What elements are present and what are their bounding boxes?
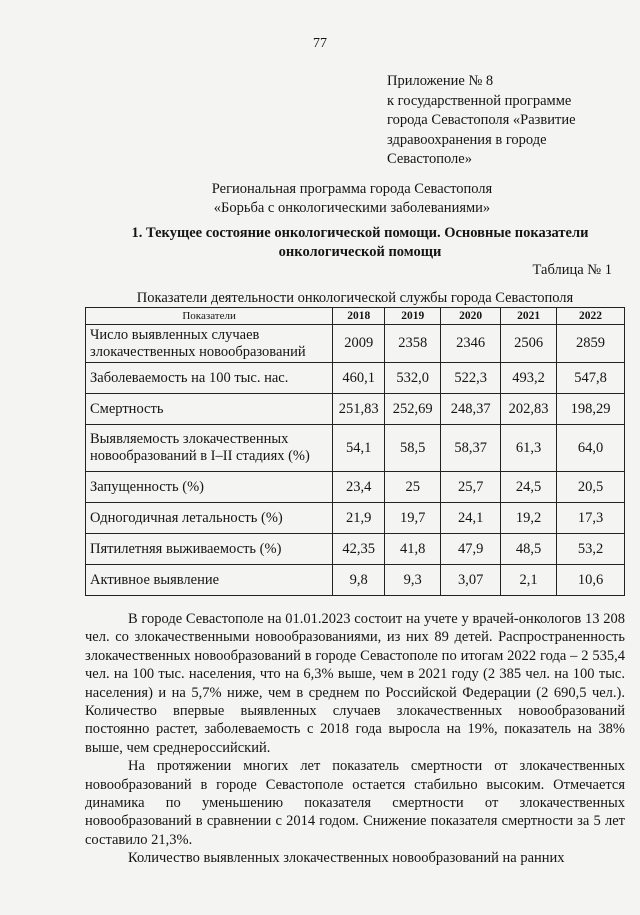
program-title-line: Региональная программа города Севастополя	[211, 181, 493, 197]
table-row	[86, 472, 625, 503]
table-cell: 522,3	[441, 363, 501, 394]
table-cell: 547,8	[557, 363, 625, 394]
table-cell: 2346	[441, 325, 501, 363]
appendix-line: к государственной программе	[387, 92, 572, 109]
table-row	[86, 325, 625, 363]
table-cell: 251,83	[333, 394, 385, 425]
indicator-label: Число выявленных случаев злокачественных новообразований	[86, 325, 333, 363]
table-cell: 53,2	[557, 534, 625, 565]
table-row	[86, 394, 625, 425]
table-cell: 9,3	[385, 565, 441, 596]
table-cell: 2009	[333, 325, 385, 363]
table-cell: 532,0	[385, 363, 441, 394]
table-cell: 24,1	[441, 503, 501, 534]
table-cell: 42,35	[333, 534, 385, 565]
indicator-label: Смертность	[86, 394, 333, 425]
indicator-label: Пятилетняя выживаемость (%)	[86, 534, 333, 565]
table-cell: 2358	[385, 325, 441, 363]
table-cell: 48,5	[501, 534, 557, 565]
table-cell: 2859	[557, 325, 625, 363]
table-cell: 3,07	[441, 565, 501, 596]
program-title	[0, 180, 640, 218]
column-header: 2020	[441, 308, 501, 325]
column-header: 2019	[385, 308, 441, 325]
indicator-label: Одногодичная летальность (%)	[86, 503, 333, 534]
table-header-row	[86, 308, 625, 325]
appendix-line: города Севастополя «Развитие	[387, 112, 576, 128]
section-heading-line: онкологической помощи	[278, 244, 442, 260]
table-row	[86, 425, 625, 472]
table-row	[86, 565, 625, 596]
table-cell: 21,9	[333, 503, 385, 534]
table-cell: 9,8	[333, 565, 385, 596]
table-cell: 2,1	[501, 565, 557, 596]
body-paragraph: Количество выявленных злокачественных новообразований на ранних	[128, 850, 565, 867]
table-cell: 58,37	[441, 425, 501, 472]
table-row	[86, 363, 625, 394]
table-cell: 252,69	[385, 394, 441, 425]
table-cell: 58,5	[385, 425, 441, 472]
table-cell: 2506	[501, 325, 557, 363]
indicator-label: Активное выявление	[86, 565, 333, 596]
table-cell: 24,5	[501, 472, 557, 503]
column-header: Показатели	[86, 308, 333, 325]
section-heading-line: 1. Текущее состояние онкологической помощи. Основные показатели	[131, 225, 589, 241]
table-number: Таблица № 1	[532, 262, 612, 278]
indicator-label: Заболеваемость на 100 тыс. нас.	[86, 363, 333, 394]
body-text	[85, 610, 625, 868]
table-row	[86, 534, 625, 565]
column-header: 2022	[557, 308, 625, 325]
section-heading	[100, 224, 620, 262]
indicator-label: Запущенность (%)	[86, 472, 333, 503]
table-cell: 19,7	[385, 503, 441, 534]
body-paragraph: В городе Севастополе на 01.01.2023 состоит на учете у врачей-онкологов 13 208 чел. со злокачественными новообразованиями, из них 89 детей. Распространенность злокачественных новообразований в городе Севастополе по итогам 2022 года – 2 535,4 чел. на 100 тыс. населения, что на 6,3% выше, чем в 2021 году (2 385 чел. на 100 тыс. населения) и на 5,7% ниже, чем в среднем по Российской Федерации (2 690,5 чел.). Количество впервые выявленных случаев злокачественных новообразований постоянно растет, заболеваемость с 2018 года выросла на 19%, показатель на 38% выше, чем среднероссийский.	[85, 611, 625, 756]
table-cell: 20,5	[557, 472, 625, 503]
appendix-line: здравоохранения в городе	[387, 131, 547, 148]
table-cell: 54,1	[333, 425, 385, 472]
table-cell: 198,29	[557, 394, 625, 425]
indicator-label: Выявляемость злокачественных новообразований в I–II стадиях (%)	[86, 425, 333, 472]
body-paragraph: На протяжении многих лет показатель смертности от злокачественных новообразований в городе Севастополе остается стабильно высоким. Отмечается динамика по уменьшению показателя смертности от злокачественных новообразований в сравнении с 2014 годом. Снижение показателя смертности за 5 лет составило 21,3%.	[85, 758, 625, 848]
table-cell: 460,1	[333, 363, 385, 394]
table-cell: 17,3	[557, 503, 625, 534]
table-cell: 25,7	[441, 472, 501, 503]
table-cell: 47,9	[441, 534, 501, 565]
page-number: 77	[313, 36, 327, 51]
table-cell: 64,0	[557, 425, 625, 472]
program-title-line: «Борьба с онкологическими заболеваниями»	[213, 200, 491, 216]
column-header: 2018	[333, 308, 385, 325]
appendix-line: Севастополе»	[387, 151, 472, 167]
table-cell: 25	[385, 472, 441, 503]
appendix-reference	[387, 72, 617, 170]
table-cell: 248,37	[441, 394, 501, 425]
table-row	[86, 503, 625, 534]
table-cell: 493,2	[501, 363, 557, 394]
table-cell: 202,83	[501, 394, 557, 425]
indicators-table	[85, 307, 625, 596]
table-caption: Показатели деятельности онкологической службы города Севастополя	[136, 290, 574, 306]
table-cell: 23,4	[333, 472, 385, 503]
table-cell: 10,6	[557, 565, 625, 596]
table-cell: 41,8	[385, 534, 441, 565]
table-cell: 61,3	[501, 425, 557, 472]
column-header: 2021	[501, 308, 557, 325]
appendix-line: Приложение № 8	[387, 73, 494, 89]
table-cell: 19,2	[501, 503, 557, 534]
